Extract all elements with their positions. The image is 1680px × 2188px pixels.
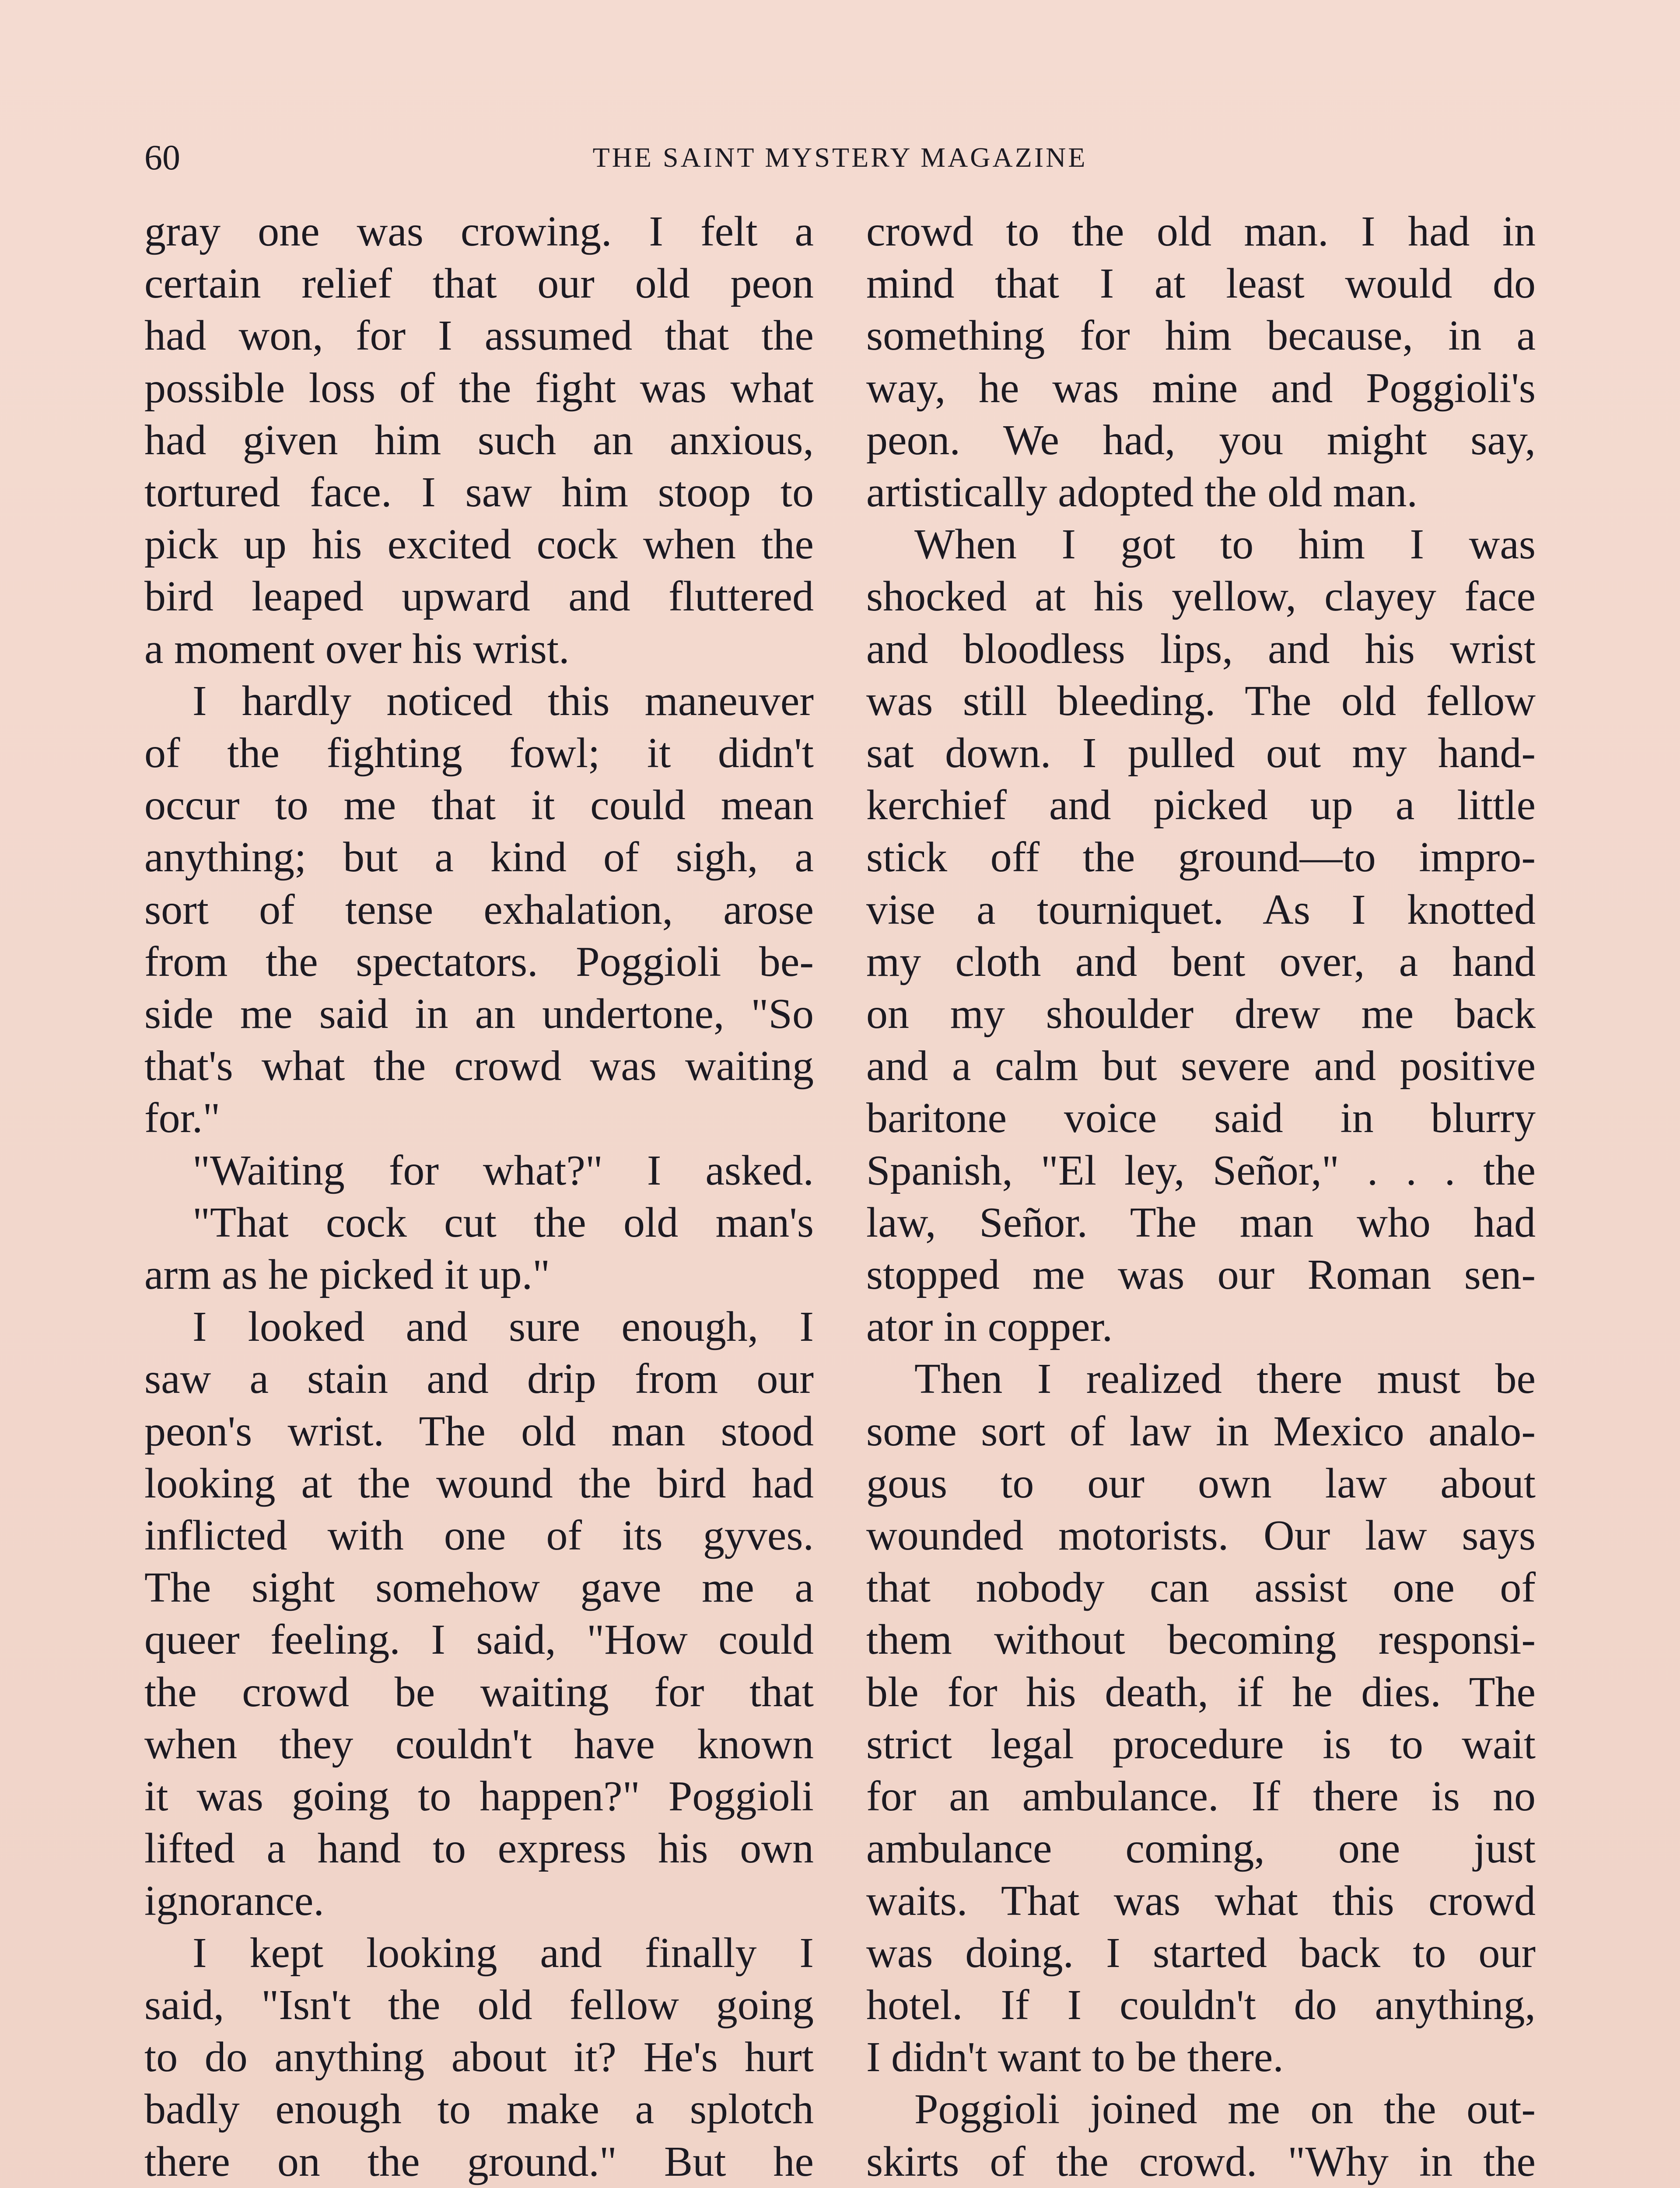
text-line: "Waiting for what?" I asked. (192, 1147, 814, 1194)
text-line: queer feeling. I said, "How could (144, 1616, 814, 1664)
text-line: I didn't want to be there. (866, 2034, 1284, 2081)
text-line: ble for his death, if he dies. The (866, 1668, 1536, 1716)
text-line: shocked at his yellow, clayey face (866, 573, 1536, 621)
text-line: and a calm but severe and positive (866, 1042, 1536, 1090)
text-line: sort of tense exhalation, arose (144, 886, 814, 933)
right-column (866, 206, 1536, 2188)
text-line: I kept looking and finally I (192, 1929, 814, 1977)
text-line: skirts of the crowd. "Why in the (866, 2138, 1536, 2185)
text-line: that's what the crowd was waiting (144, 1042, 814, 1090)
text-line: way, he was mine and Poggioli's (866, 364, 1536, 412)
text-line: peon's wrist. The old man stood (144, 1407, 814, 1455)
text-line: baritone voice said in blurry (866, 1094, 1536, 1142)
text-line: vise a tourniquet. As I knotted (866, 886, 1536, 933)
text-line: when they couldn't have known (144, 1720, 814, 1768)
text-line: side me said in an undertone, "So (144, 990, 814, 1038)
text-line: looking at the wound the bird had (144, 1459, 814, 1507)
text-line: hotel. If I couldn't do anything, (866, 1981, 1536, 2029)
text-line: was doing. I started back to our (866, 1929, 1536, 1977)
text-line: saw a stain and drip from our (144, 1355, 814, 1403)
text-line: artistically adopted the old man. (866, 469, 1418, 516)
text-line: gous to our own law about (866, 1459, 1536, 1507)
text-line: and bloodless lips, and his wrist (866, 625, 1536, 673)
text-line: Poggioli joined me on the out- (914, 2086, 1536, 2133)
text-line: my cloth and bent over, a hand (866, 938, 1536, 985)
text-line: lifted a hand to express his own (144, 1825, 814, 1872)
text-line: strict legal procedure is to wait (866, 1720, 1536, 1768)
text-line: on my shoulder drew me back (866, 990, 1536, 1038)
text-line: was still bleeding. The old fellow (866, 677, 1536, 725)
text-line: pick up his excited cock when the (144, 521, 814, 568)
text-line: bird leaped upward and fluttered (144, 573, 814, 621)
text-line: inflicted with one of its gyves. (144, 1512, 814, 1560)
text-line: I hardly noticed this maneuver (192, 677, 814, 725)
text-line: them without becoming responsi- (866, 1616, 1536, 1664)
text-line: stick off the ground—to impro- (866, 834, 1536, 881)
running-head (144, 131, 1536, 184)
text-line: mind that I at least would do (866, 260, 1536, 308)
text-line: some sort of law in Mexico analo- (866, 1407, 1536, 1455)
text-line: wounded motorists. Our law says (866, 1512, 1536, 1560)
text-line: ignorance. (144, 1877, 324, 1925)
text-line: had won, for I assumed that the (144, 312, 814, 360)
text-line: it was going to happen?" Poggioli (144, 1773, 814, 1820)
text-line: I looked and sure enough, I (192, 1303, 814, 1351)
text-line: had given him such an anxious, (144, 416, 814, 464)
text-line: "That cock cut the old man's (192, 1199, 814, 1246)
text-line: waits. That was what this crowd (866, 1877, 1536, 1925)
text-line: the crowd be waiting for that (144, 1668, 814, 1716)
text-line: crowd to the old man. I had in (866, 208, 1536, 255)
text-line: certain relief that our old peon (144, 260, 814, 308)
text-line: ator in copper. (866, 1303, 1113, 1351)
left-column (144, 206, 814, 2188)
text-line: of the fighting fowl; it didn't (144, 729, 814, 777)
text-line: occur to me that it could mean (144, 782, 814, 829)
text-line: there on the ground." But he (144, 2138, 814, 2185)
text-line: law, Señor. The man who had (866, 1199, 1536, 1246)
text-line: peon. We had, you might say, (866, 416, 1536, 464)
text-line: for an ambulance. If there is no (866, 1773, 1536, 1820)
text-line: The sight somehow gave me a (144, 1564, 814, 1612)
text-line: stopped me was our Roman sen- (866, 1251, 1536, 1299)
page-number: 60 (144, 137, 180, 177)
text-line: arm as he picked it up." (144, 1251, 550, 1299)
text-line: sat down. I pulled out my hand- (866, 729, 1536, 777)
text-line: a moment over his wrist. (144, 625, 570, 673)
text-line: gray one was crowing. I felt a (144, 208, 814, 255)
text-line: kerchief and picked up a little (866, 782, 1536, 829)
text-line: tortured face. I saw him stoop to (144, 469, 814, 516)
text-line: for." (144, 1094, 220, 1142)
text-line: to do anything about it? He's hurt (144, 2034, 814, 2081)
text-line: possible loss of the fight was what (144, 364, 814, 412)
text-line: When I got to him I was (914, 521, 1536, 568)
text-line: from the spectators. Poggioli be- (144, 938, 814, 985)
text-line: anything; but a kind of sigh, a (144, 834, 814, 881)
magazine-title: THE SAINT MYSTERY MAGAZINE (592, 142, 1088, 173)
text-line: Then I realized there must be (914, 1355, 1536, 1403)
text-line: ambulance coming, one just (866, 1825, 1536, 1872)
text-line: badly enough to make a splotch (144, 2086, 814, 2133)
text-line: said, "Isn't the old fellow going (144, 1981, 814, 2029)
text-line: Spanish, "El ley, Señor," . . . the (866, 1147, 1536, 1194)
text-line: something for him because, in a (866, 312, 1536, 360)
text-line: that nobody can assist one of (866, 1564, 1536, 1612)
